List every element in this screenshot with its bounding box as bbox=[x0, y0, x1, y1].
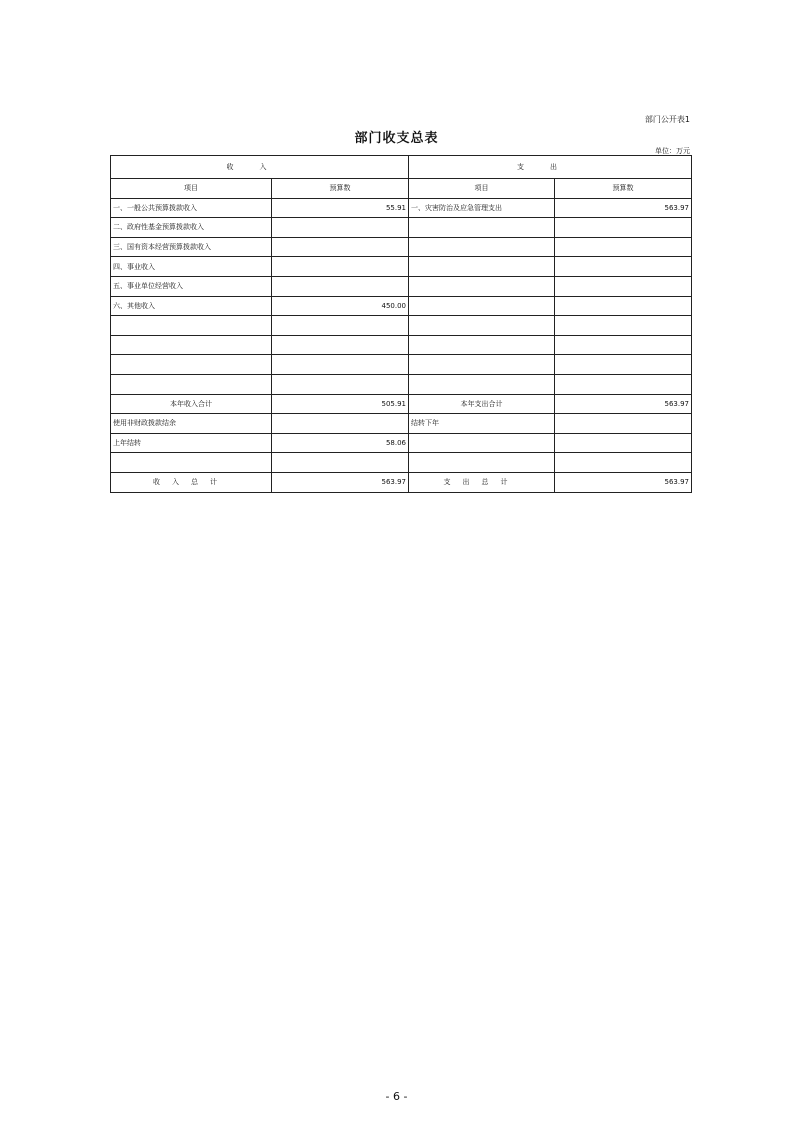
item-cell bbox=[409, 355, 555, 375]
amount-cell bbox=[555, 316, 692, 336]
item-cell bbox=[409, 316, 555, 336]
amount-cell bbox=[272, 218, 409, 238]
amount-cell bbox=[555, 296, 692, 316]
item-cell bbox=[111, 355, 272, 375]
item-cell: 一、一般公共预算拨款收入 bbox=[111, 198, 272, 218]
column-header: 项目 bbox=[409, 179, 555, 199]
item-cell bbox=[409, 276, 555, 296]
amount-cell bbox=[555, 276, 692, 296]
expense-subtotal-value: 563.97 bbox=[555, 394, 692, 414]
table-row bbox=[111, 453, 692, 473]
subtotal-row bbox=[111, 394, 692, 414]
total-row bbox=[111, 472, 692, 492]
column-header: 项目 bbox=[111, 179, 272, 199]
item-cell: 三、国有资本经营预算拨款收入 bbox=[111, 237, 272, 257]
amount-cell: 55.91 bbox=[272, 198, 409, 218]
expense-total-label: 支出总计 bbox=[409, 472, 555, 492]
table-row bbox=[111, 355, 692, 375]
table-column-header-row bbox=[111, 179, 692, 199]
amount-cell bbox=[555, 414, 692, 434]
item-cell bbox=[409, 257, 555, 277]
table-row bbox=[111, 237, 692, 257]
table-row bbox=[111, 414, 692, 434]
expense-subtotal-label: 本年支出合计 bbox=[409, 394, 555, 414]
item-cell bbox=[111, 335, 272, 355]
item-cell bbox=[111, 453, 272, 473]
amount-cell bbox=[555, 218, 692, 238]
table-row bbox=[111, 296, 692, 316]
budget-summary-table bbox=[110, 155, 692, 493]
amount-cell bbox=[555, 355, 692, 375]
amount-cell bbox=[272, 355, 409, 375]
table-row bbox=[111, 433, 692, 453]
amount-cell bbox=[272, 453, 409, 473]
income-section-header: 收入 bbox=[111, 156, 409, 179]
amount-cell bbox=[272, 276, 409, 296]
unit-label: 单位：万元 bbox=[655, 147, 690, 155]
item-cell bbox=[409, 453, 555, 473]
item-cell: 二、政府性基金预算拨款收入 bbox=[111, 218, 272, 238]
item-cell: 使用非财政拨款结余 bbox=[111, 414, 272, 434]
item-cell bbox=[409, 335, 555, 355]
amount-cell bbox=[272, 335, 409, 355]
table-row bbox=[111, 374, 692, 394]
page-title: 部门收支总表 bbox=[354, 131, 439, 146]
item-cell: 六、其他收入 bbox=[111, 296, 272, 316]
item-cell: 上年结转 bbox=[111, 433, 272, 453]
item-cell: 四、事业收入 bbox=[111, 257, 272, 277]
table-section-header-row bbox=[111, 156, 692, 179]
item-cell bbox=[409, 374, 555, 394]
item-cell bbox=[409, 237, 555, 257]
amount-cell: 450.00 bbox=[272, 296, 409, 316]
column-header: 预算数 bbox=[272, 179, 409, 199]
amount-cell bbox=[272, 237, 409, 257]
amount-cell bbox=[272, 316, 409, 336]
income-total-label: 收入总计 bbox=[111, 472, 272, 492]
table-row bbox=[111, 257, 692, 277]
amount-cell bbox=[272, 257, 409, 277]
table-row bbox=[111, 276, 692, 296]
item-cell bbox=[409, 433, 555, 453]
table-extra-rows bbox=[111, 414, 692, 473]
amount-cell: 58.06 bbox=[272, 433, 409, 453]
table-row bbox=[111, 335, 692, 355]
amount-cell bbox=[272, 414, 409, 434]
item-cell: 五、事业单位经营收入 bbox=[111, 276, 272, 296]
income-subtotal-label: 本年收入合计 bbox=[111, 394, 272, 414]
expense-section-header: 支出 bbox=[409, 156, 692, 179]
item-cell bbox=[409, 218, 555, 238]
amount-cell bbox=[555, 335, 692, 355]
amount-cell bbox=[555, 453, 692, 473]
amount-cell bbox=[555, 257, 692, 277]
item-cell bbox=[409, 296, 555, 316]
item-cell bbox=[111, 374, 272, 394]
item-cell bbox=[111, 316, 272, 336]
amount-cell bbox=[555, 237, 692, 257]
item-cell: 结转下年 bbox=[409, 414, 555, 434]
amount-cell bbox=[555, 433, 692, 453]
column-header: 预算数 bbox=[555, 179, 692, 199]
expense-total-value: 563.97 bbox=[555, 472, 692, 492]
item-cell: 一、灾害防治及应急管理支出 bbox=[409, 198, 555, 218]
income-subtotal-value: 505.91 bbox=[272, 394, 409, 414]
table-body bbox=[111, 198, 692, 394]
table-row bbox=[111, 316, 692, 336]
table-row bbox=[111, 218, 692, 238]
table-row bbox=[111, 198, 692, 218]
amount-cell bbox=[272, 374, 409, 394]
form-code: 部门公开表1 bbox=[644, 115, 690, 124]
amount-cell: 563.97 bbox=[555, 198, 692, 218]
amount-cell bbox=[555, 374, 692, 394]
page-number: - 6 - bbox=[385, 1090, 408, 1103]
income-total-value: 563.97 bbox=[272, 472, 409, 492]
